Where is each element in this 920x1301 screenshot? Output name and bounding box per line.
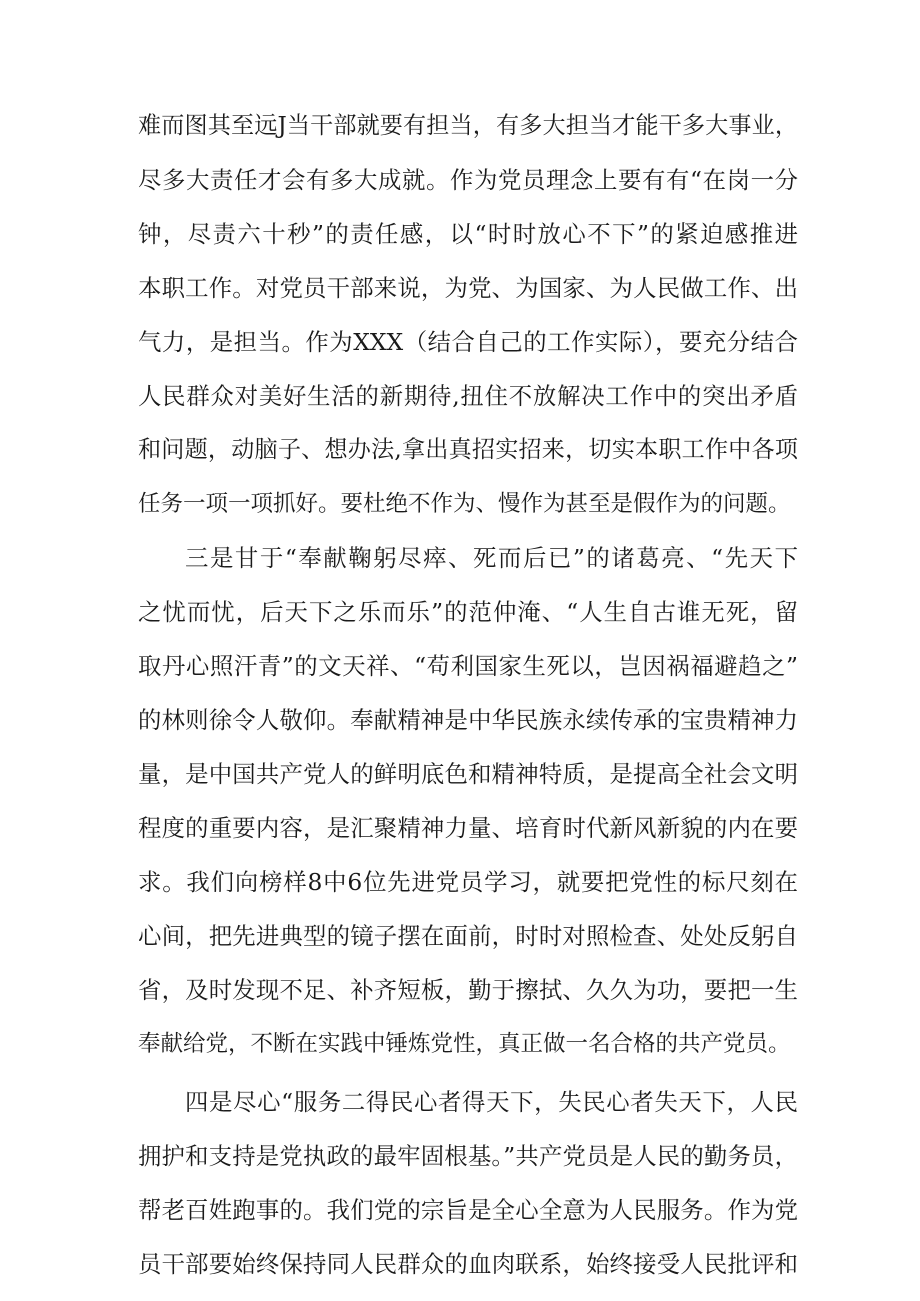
text-line: 拥护和支持是党执政的最牢固根基。”共产党员是人民的勤务员， — [138, 1142, 798, 1170]
text-line: 本职工作。对党员干部来说，为党、为国家、为人民做工作、出 — [138, 274, 798, 302]
text-line: 和问题，动脑子、想办法,拿出真招实招来，切实本职工作中各项 — [138, 437, 798, 463]
text-line: 员干部要始终保持同人民群众的血肉联系，始终接受人民批评和 — [138, 1250, 798, 1278]
text-line: 钟，尽责六十秒”的责任感，以“时时放心不下”的紧迫感推进 — [138, 220, 798, 248]
text-line: 心间，把先进典型的镜子摆在面前，时时对照检查、处处反躬自 — [138, 922, 798, 950]
text-line: 三是甘于“奉献鞠躬尽瘁、死而后已”的诸葛亮、“先天下 — [185, 544, 798, 572]
text-line: 奉献给党，不断在实践中锤炼党性，真正做一名合格的共产党员。 — [138, 1031, 791, 1057]
text-line: 量，是中国共产党人的鲜明底色和精神特质，是提高全社会文明 — [138, 760, 798, 788]
text-line: 四是尽心“服务二得民心者得天下，失民心者失天下，人民 — [185, 1088, 798, 1116]
text-line: 难而图其至远J当干部就要有担当，有多大担当才能干多大事业， — [138, 113, 798, 139]
text-line: 人民群众对美好生活的新期待,扭住不放解决工作中的突出矛盾 — [138, 382, 798, 410]
text-line: 任务一项一项抓好。要杜绝不作为、慢作为甚至是假作为的问题。 — [138, 491, 791, 517]
text-line: 之忧而忧，后天下之乐而乐”的范仲淹、“人生自古谁无死，留 — [138, 598, 798, 626]
text-line: 省，及时发现不足、补齐短板，勤于擦拭、久久为功，要把一生 — [138, 976, 798, 1004]
text-line: 帮老百姓跑事的。我们党的宗旨是全心全意为人民服务。作为党 — [138, 1196, 798, 1224]
text-line: 取丹心照汗青”的文天祥、“苟利国家生死以，岂因祸福避趋之” — [138, 652, 798, 680]
text-line: 尽多大责任才会有多大成就。作为党员理念上要有有“在岗一分 — [138, 166, 798, 194]
text-line: 气力，是担当。作为XXX（结合自己的工作实际），要充分结合 — [138, 328, 798, 356]
text-line: 程度的重要内容，是汇聚精神力量、培育时代新风新貌的内在要 — [138, 814, 798, 842]
text-line: 求。我们向榜样8中6位先进党员学习，就要把党性的标尺刻在 — [138, 868, 798, 896]
text-line: 的林则徐令人敬仰。奉献精神是中华民族永续传承的宝贵精神力 — [138, 706, 798, 734]
